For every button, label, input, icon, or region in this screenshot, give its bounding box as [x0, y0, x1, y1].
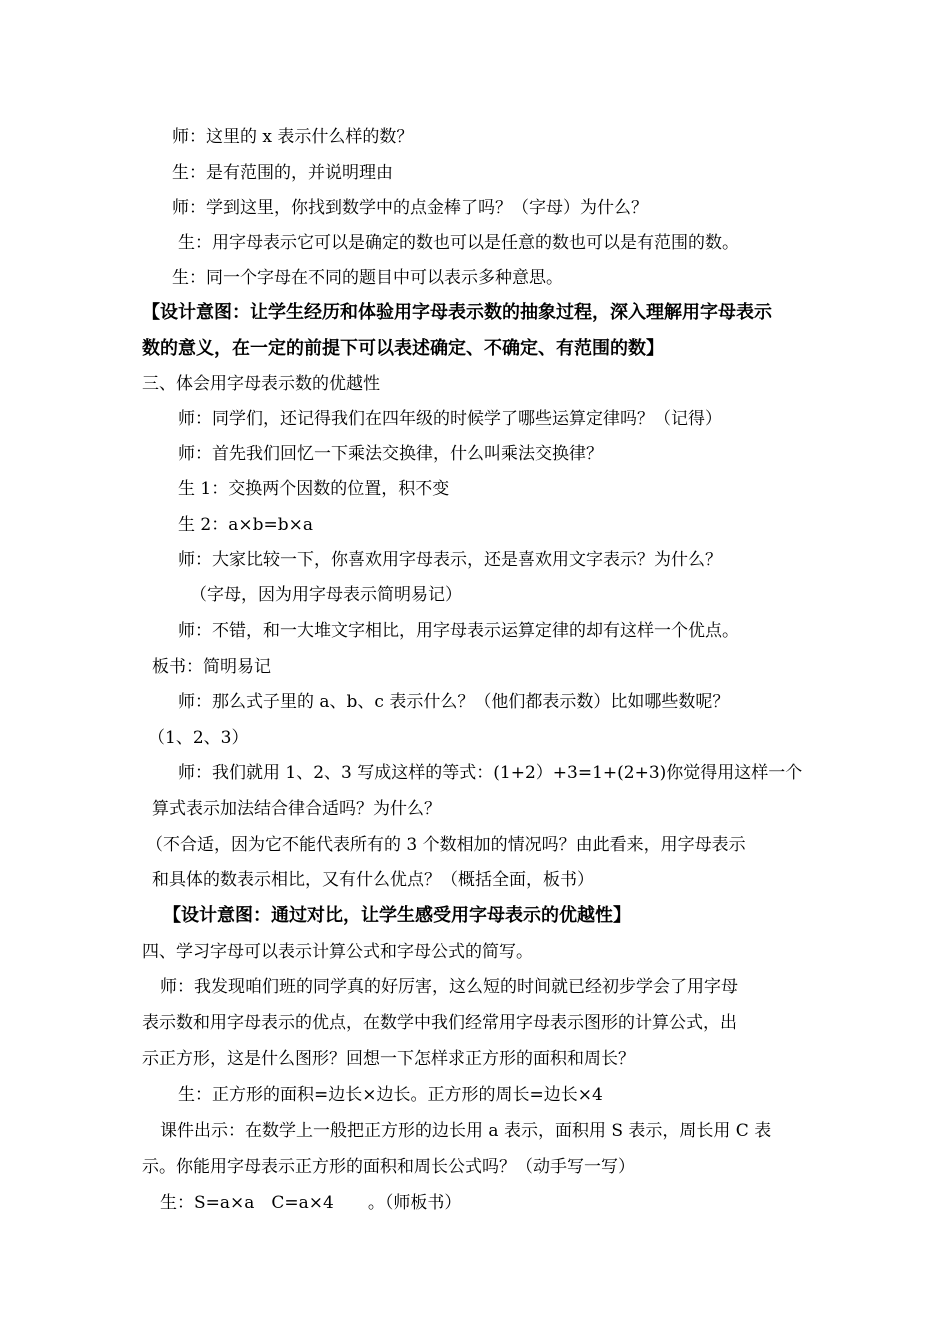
- section-heading: 四、学习字母可以表示计算公式和字母公式的简写。: [142, 942, 533, 962]
- design-intent-note: 【设计意图：让学生经历和体验用字母表示数的抽象过程，深入理解用字母表示: [142, 302, 772, 323]
- dialogue-line: 师：那么式子里的 a、b、c 表示什么？（他们都表示数）比如哪些数呢？: [178, 692, 730, 712]
- dialogue-line: （1、2、3）: [148, 728, 249, 748]
- dialogue-line: 师：学到这里，你找到数学中的点金棒了吗？（字母）为什么？: [172, 198, 648, 218]
- dialogue-line: 生 1：交换两个因数的位置，积不变: [178, 479, 450, 499]
- dialogue-line: 课件出示：在数学上一般把正方形的边长用 a 表示，面积用 S 表示，周长用 C 表: [160, 1121, 772, 1141]
- dialogue-line: 生：用字母表示它可以是确定的数也可以是任意的数也可以是有范围的数。: [178, 233, 739, 253]
- section-heading: 三、体会用字母表示数的优越性: [142, 374, 380, 394]
- dialogue-line: 师：不错，和一大堆文字相比，用字母表示运算定律的却有这样一个优点。: [178, 621, 739, 641]
- dialogue-line: 算式表示加法结合律合适吗？为什么？: [152, 799, 441, 819]
- dialogue-line: 师：我们就用 1、2、3 写成这样的等式：(1+2）+3=1+(2+3)你觉得用这样一个: [178, 763, 803, 783]
- dialogue-line: （不合适，因为它不能代表所有的 3 个数相加的情况吗？由此看来，用字母表示: [146, 835, 746, 855]
- dialogue-line: 示。你能用字母表示正方形的面积和周长公式吗？（动手写一写）: [142, 1157, 635, 1177]
- dialogue-line: 师：首先我们回忆一下乘法交换律，什么叫乘法交换律？: [178, 444, 603, 464]
- dialogue-line: 生：S=a×a C=a×4 。（师板书）: [160, 1193, 462, 1213]
- board-note: 板书：简明易记: [152, 657, 271, 677]
- dialogue-line: 表示数和用字母表示的优点，在数学中我们经常用字母表示图形的计算公式，出: [142, 1013, 737, 1033]
- dialogue-line: 师：大家比较一下，你喜欢用字母表示，还是喜欢用文字表示？为什么？: [178, 550, 722, 570]
- dialogue-line: 师：同学们，还记得我们在四年级的时候学了哪些运算定律吗？（记得）: [178, 409, 722, 429]
- dialogue-line: （字母，因为用字母表示简明易记）: [190, 585, 462, 605]
- design-intent-note: 【设计意图：通过对比，让学生感受用字母表示的优越性】: [163, 905, 631, 926]
- dialogue-line: 和具体的数表示相比，又有什么优点？（概括全面，板书）: [152, 870, 594, 890]
- dialogue-line: 生 2：a×b=b×a: [178, 515, 313, 535]
- dialogue-line: 生：正方形的面积=边长×边长。正方形的周长=边长×4: [178, 1085, 603, 1105]
- dialogue-line: 生：是有范围的，并说明理由: [172, 163, 393, 183]
- dialogue-line: 师：我发现咱们班的同学真的好厉害，这么短的时间就已经初步学会了用字母: [160, 977, 738, 997]
- dialogue-line: 生：同一个字母在不同的题目中可以表示多种意思。: [172, 268, 563, 288]
- dialogue-line: 示正方形，这是什么图形？回想一下怎样求正方形的面积和周长？: [142, 1049, 635, 1069]
- design-intent-note: 数的意义，在一定的前提下可以表述确定、不确定、有范围的数】: [142, 338, 664, 359]
- dialogue-line: 师：这里的 x 表示什么样的数？: [172, 127, 414, 147]
